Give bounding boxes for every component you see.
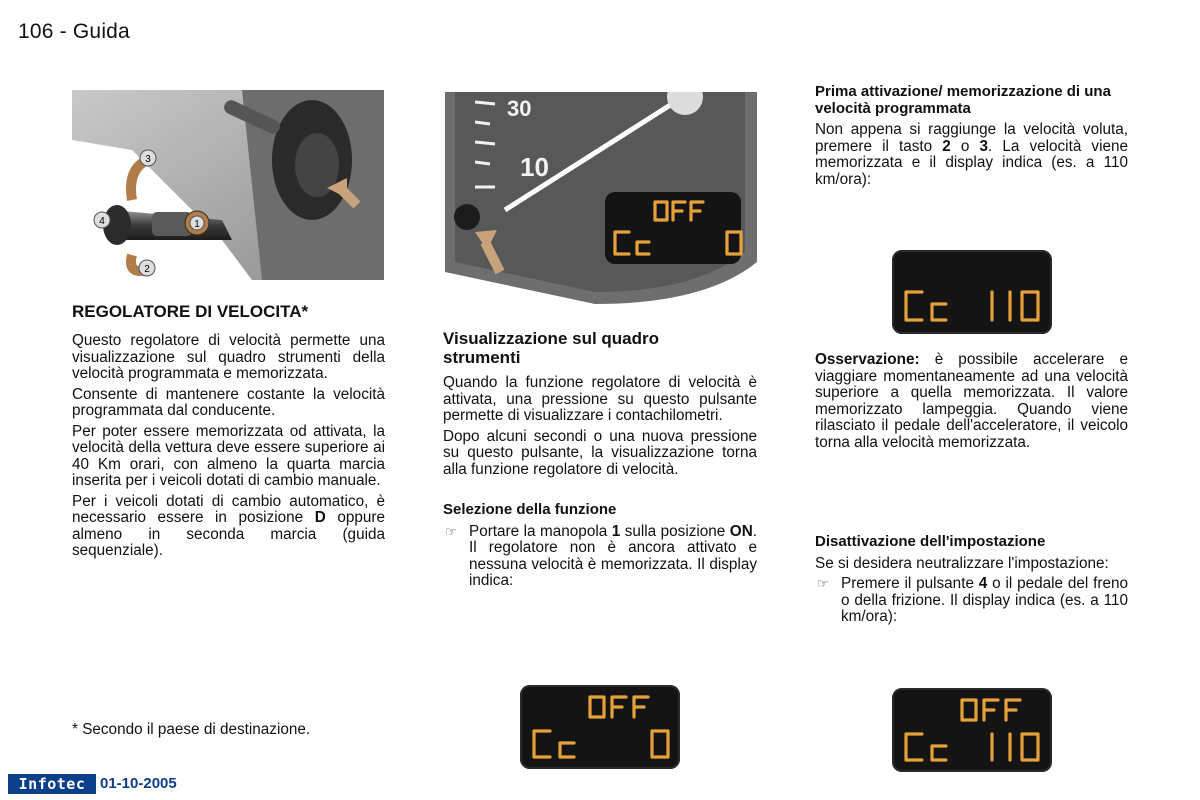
lcd-display-off-0 [520,685,680,769]
stalk-label-3: 3 [145,154,151,165]
gauge-label-10: 10 [520,152,549,182]
observation-paragraph: Osservazione: è possibile accelerare e viaggiare momentaneamente ad una velocità superiore a quella memorizzata. Il valore memorizzato lampeggia. Quando viene rilasciato il pedale dell'acceleratore, il veicolo torna alla velocità memorizzata. [815,351,1128,451]
lcd-display-110 [892,250,1052,334]
stalk-label-1: 1 [194,219,200,230]
pointing-hand-icon: ☞ [817,576,829,591]
list-item: ☞ Premere il pulsante 4 o il pedale del freno o della frizione. Il display indica (es. a 110 km/ora): [817,575,1128,625]
footnote: * Secondo il paese di destinazione. [72,721,311,738]
gauge-label-30: 30 [507,96,532,121]
paragraph: Per poter essere memorizzata od attivata, la velocità della vettura deve essere superiore ai 40 Km orari, con almeno la quarta marcia inserita per i veicoli dotati di cambio manuale. [72,422,385,489]
lcd-display-off-110 [892,688,1052,772]
stalk-label-2: 2 [144,264,150,275]
subsection-title-first-activation: Prima attivazione/ memorizzazione di una velocità programmata [815,83,1111,117]
paragraph: Questo regolatore di velocità permette una visualizzazione sul quadro strumenti della velocità programmata e memorizzata. [72,332,385,382]
section-title-cruise-control: REGOLATORE DI VELOCITA* [72,302,309,321]
instrument-cluster-photo [445,92,757,304]
section-title-display: Visualizzazione sul quadro strumenti [443,329,660,367]
paragraph: Non appena si raggiunge la velocità voluta, premere il tasto 2 o 3. La velocità viene memorizzata e il display indica (es. a 110 km/ora): [815,121,1128,188]
paragraph: Quando la funzione regolatore di velocità è attivata, una pressione su questo pulsante permette di visualizzare i contachilometri. [443,374,757,424]
paragraph: Per i veicoli dotati di cambio automatico, è necessario essere in posizione D oppure almeno in seconda marcia (guida sequenziale). [72,492,385,559]
pointing-hand-icon: ☞ [445,523,457,539]
paragraph: Dopo alcuni secondi o una nuova pressione su questo pulsante, la visualizzazione torna alla funzione regolatore di velocità. [443,427,757,478]
paragraph: Consente di mantenere costante la velocità programmata dal conducente. [72,385,385,419]
stalk-label-4: 4 [99,216,105,227]
page-title: 106 - Guida [18,20,130,43]
infotec-logo: Infotec [8,774,96,794]
subsection-title-selection: Selezione della funzione [443,501,617,518]
footer-date: 01-10-2005 [100,775,177,792]
paragraph: Se si desidera neutralizzare l'impostazione: [815,554,1109,572]
cruise-control-stalk-photo [72,90,384,280]
subsection-title-deactivation: Disattivazione dell'impostazione [815,533,1046,550]
list-item: ☞ Portare la manopola 1 sulla posizione ON. Il regolatore non è ancora attivato e nessuna velocità è memorizzata. Il display indica: [445,522,757,589]
